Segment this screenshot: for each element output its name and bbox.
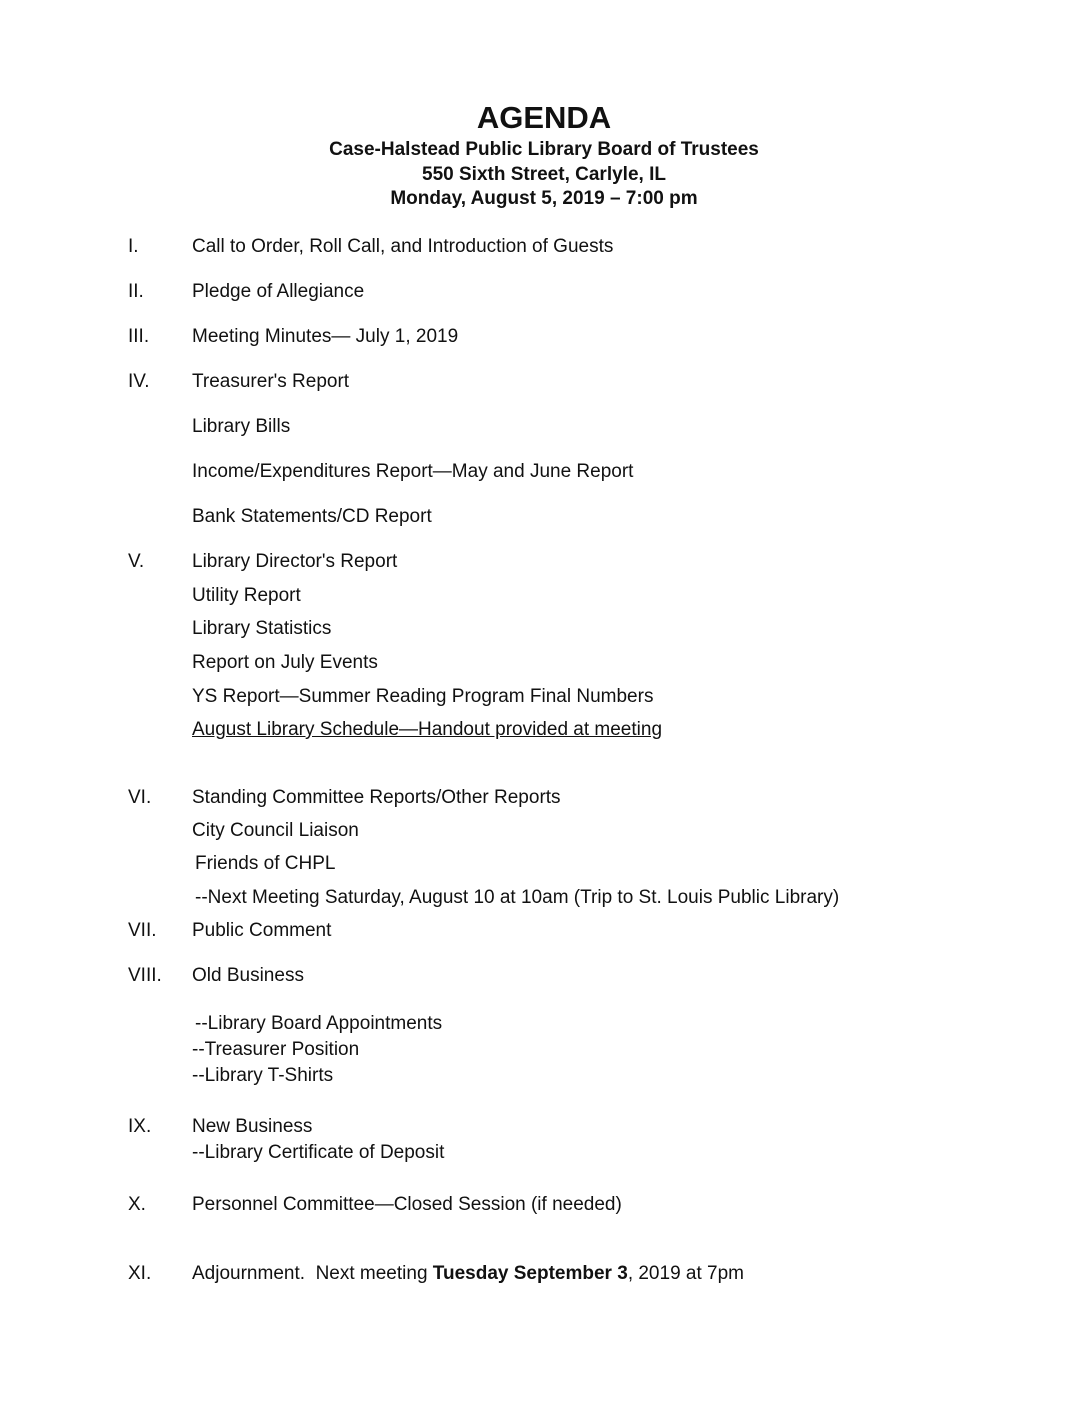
item-xi-text: [192, 1262, 744, 1286]
item-iv-text: Treasurer's Report: [192, 371, 350, 392]
item-i-text: Call to Order, Roll Call, and Introduction of Guests: [192, 236, 614, 257]
item-viii-sub: --Library T-Shirts: [192, 1065, 334, 1086]
item-v-sub: Report on July Events: [192, 652, 378, 673]
item-i-number: I.: [128, 236, 139, 257]
item-vi-number: VI.: [128, 787, 152, 808]
item-v-sub: Utility Report: [192, 585, 301, 606]
meeting-date: Monday, August 5, 2019 – 7:00 pm: [390, 188, 698, 209]
item-x-number: X.: [128, 1194, 146, 1215]
item-ix-sub: --Library Certificate of Deposit: [192, 1142, 445, 1163]
item-iv-sub: Income/Expenditures Report—May and June Report: [192, 461, 634, 482]
item-vii-text: Public Comment: [192, 920, 332, 941]
item-iii-number: III.: [128, 326, 150, 347]
item-vi-sub: City Council Liaison: [192, 820, 359, 841]
item-viii-sub: --Treasurer Position: [192, 1039, 360, 1060]
item-vi-sub: Friends of CHPL: [195, 853, 336, 874]
item-x-text: Personnel Committee—Closed Session (if needed): [192, 1194, 622, 1215]
item-ii-number: II.: [128, 281, 144, 302]
item-viii-text: Old Business: [192, 965, 304, 986]
item-v-number: V.: [128, 551, 145, 572]
item-iv-sub: Library Bills: [192, 416, 291, 437]
item-vi-text: Standing Committee Reports/Other Reports: [192, 787, 561, 808]
item-vii-number: VII.: [128, 920, 157, 941]
item-viii-sub: --Library Board Appointments: [195, 1013, 443, 1034]
item-v-sub-underlined: August Library Schedule—Handout provided at meeting: [192, 719, 663, 740]
next-meeting-time: , 2019 at 7pm: [627, 1263, 745, 1284]
item-v-text: Library Director's Report: [192, 551, 398, 572]
item-iv-number: IV.: [128, 371, 150, 392]
next-meeting-date: Tuesday September 3: [432, 1263, 628, 1284]
board-name: Case-Halstead Public Library Board of Trustees: [329, 139, 759, 160]
item-vi-sub: --Next Meeting Saturday, August 10 at 10am (Trip to St. Louis Public Library): [195, 887, 840, 908]
agenda-title: AGENDA: [476, 100, 612, 135]
item-ii-text: Pledge of Allegiance: [192, 281, 365, 302]
item-v-sub: YS Report—Summer Reading Program Final Numbers: [192, 686, 654, 707]
item-ix-number: IX.: [128, 1116, 152, 1137]
item-ix-text: New Business: [192, 1116, 313, 1137]
item-iii-text: Meeting Minutes— July 1, 2019: [192, 326, 459, 347]
item-iv-sub: Bank Statements/CD Report: [192, 506, 432, 527]
address: 550 Sixth Street, Carlyle, IL: [422, 164, 666, 185]
item-viii-number: VIII.: [128, 965, 162, 986]
item-xi-number: XI.: [128, 1263, 152, 1284]
adjournment-text: Adjournment. Next meeting: [192, 1263, 433, 1284]
item-v-sub: Library Statistics: [192, 618, 332, 639]
